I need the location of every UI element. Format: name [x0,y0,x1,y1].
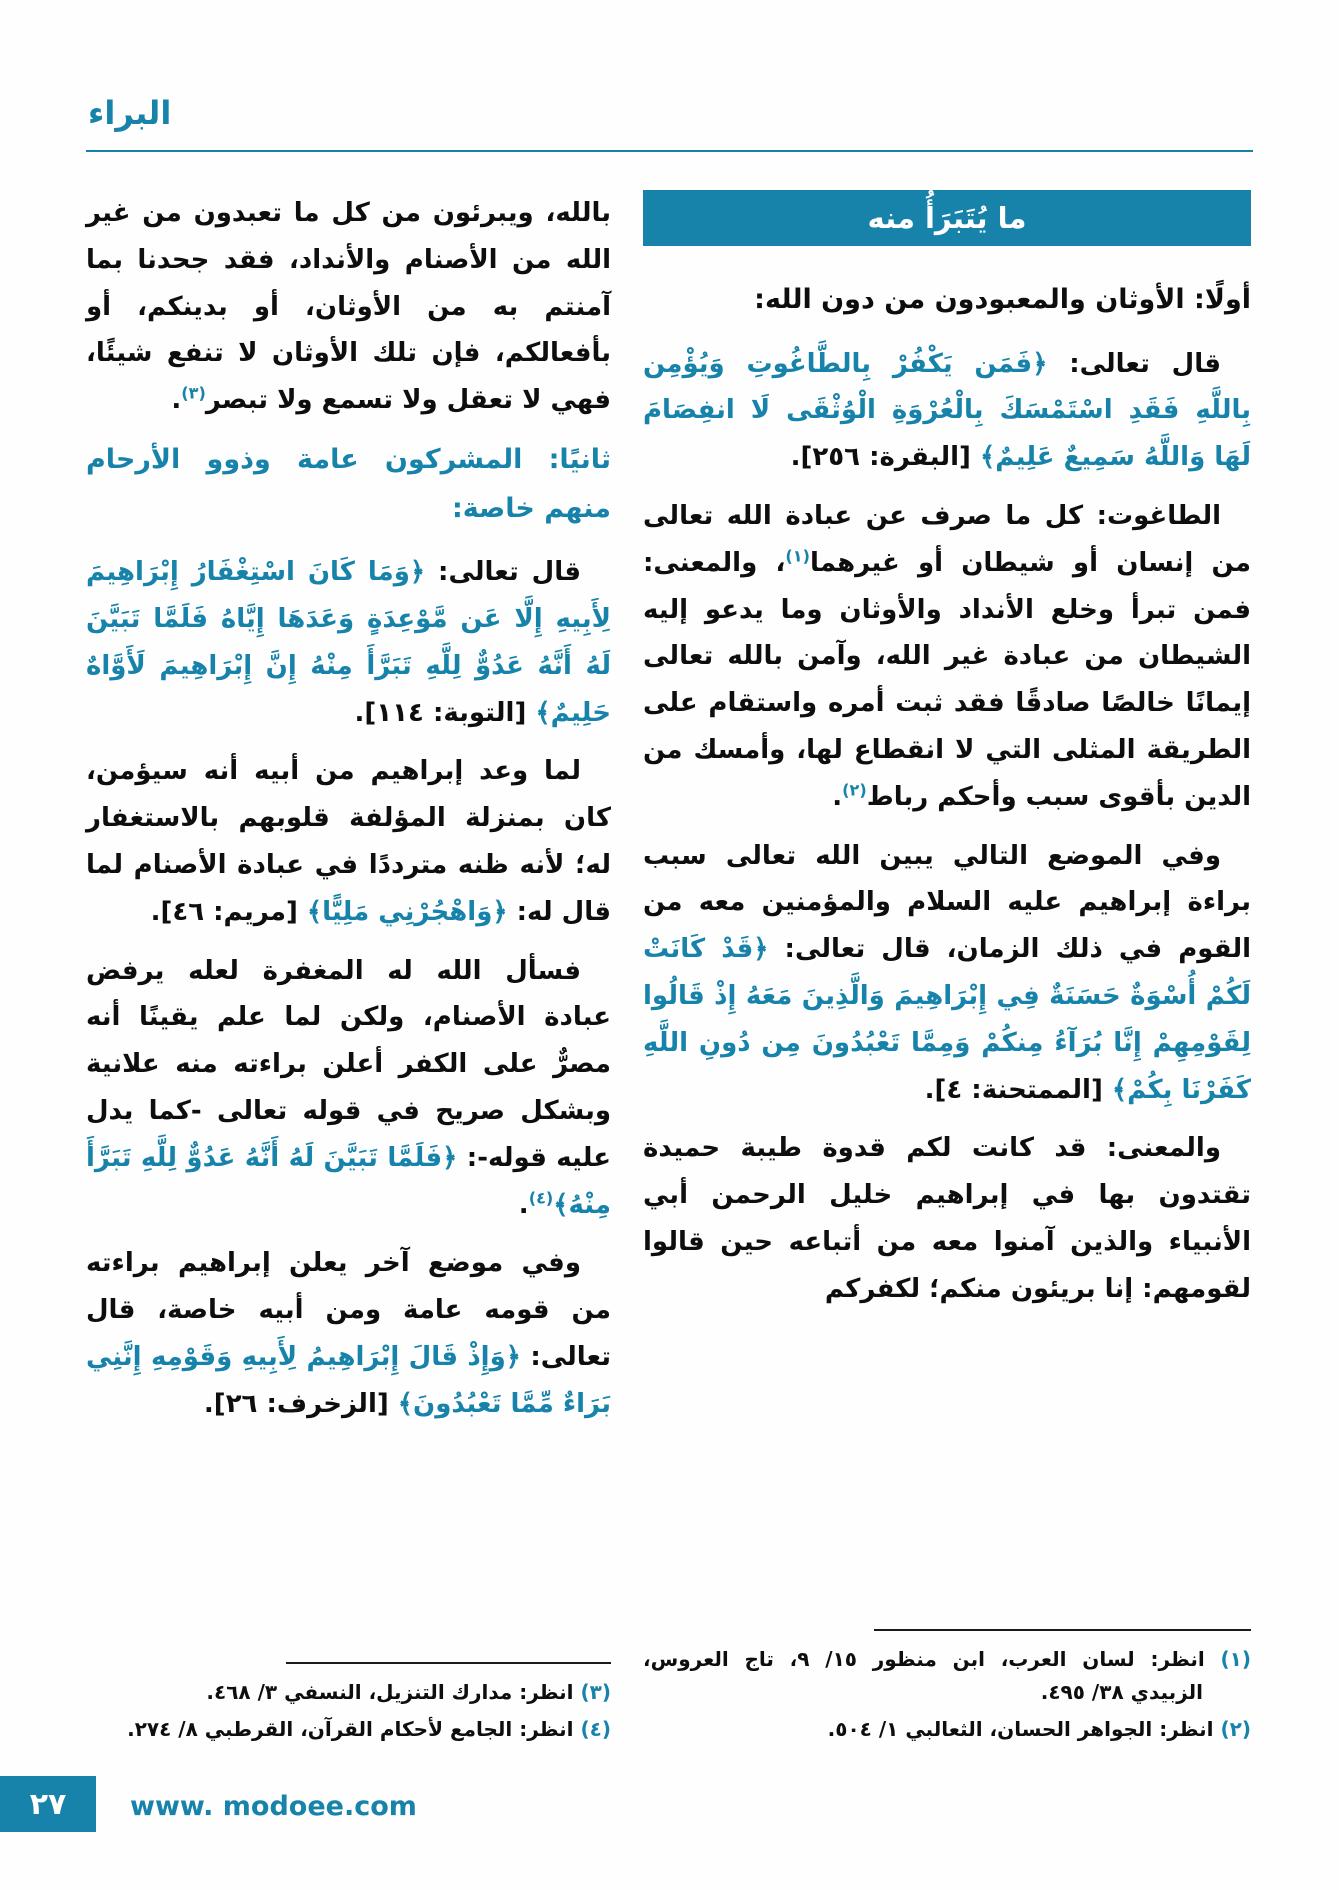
section-heading [643,276,1251,325]
quran-verse: ﴿وَمَا كَانَ اسْتِغْفَارُ إِبْرَاهِيمَ لِأَبِيهِ إِلَّا عَن مَّوْعِدَةٍ وَعَدَهَا إِيَّاهُ فَلَمَّا تَبَيَّنَ لَهُ أَنَّهُ عَدُوٌّ لِلَّهِ تَبَرَّأَ مِنْهُ إِنَّ إِبْرَاهِيمَ لَأَوَّاهٌ حَلِيمٌ﴾ [86,557,611,728]
paragraph [643,341,1251,481]
running-header-title: البراء [88,94,172,132]
section-title: ما يُتَبَرَأُ منه [867,201,1027,235]
footnote [86,1676,611,1709]
footnote-text: انظر: الجامع لأحكام القرآن، القرطبي ٨/ ٢٧٤. [127,1717,574,1741]
footnote-marker: (٣) [181,383,206,403]
page-number: ٢٧ [29,1786,67,1822]
left-column-footnotes [86,1654,611,1750]
text-run: بالله، ويبرئون من كل ما تعبدون من غير الله من الأصنام والأنداد، فقد جحدنا بما آمنتم به من الأوثان، أو بدينكم، أو بأفعالكم، فإن تلك الأوثان لا تنفع شيئًا، فهي لا تعقل ولا تسمع ولا تبصر [86,198,611,416]
text-run: وفي موضع آخر يعلن إبراهيم براءته من قومه عامة ومن أبيه خاصة، قال تعالى: [86,1248,611,1372]
text-run: . [171,385,182,416]
footnote-number: (١) [1204,1647,1251,1671]
footnote-number: (٣) [573,1680,611,1704]
footnote-marker: (١) [785,546,810,566]
quran-verse: ﴿قَدْ كَانَتْ لَكُمْ أُسْوَةٌ حَسَنَةٌ فِي إِبْرَاهِيمَ وَالَّذِينَ مَعَهُ إِذْ قَالُوا لِقَوْمِهِمْ إِنَّا بُرَآءُ مِنكُمْ وَمِمَّا تَعْبُدُونَ مِن دُونِ اللَّهِ كَفَرْنَا بِكُمْ﴾ [643,934,1251,1105]
text-run: أولًا: الأوثان والمعبودون من دون الله: [754,284,1251,315]
quran-verse: ﴿وَإِذْ قَالَ إِبْرَاهِيمُ لِأَبِيهِ وَقَوْمِهِ إِنَّنِي بَرَاءٌ مِّمَّا تَعْبُدُونَ﴾ [86,1341,611,1419]
footnote-list [86,1676,611,1746]
right-column-footnotes [643,1621,1251,1750]
footnote-marker: (٤) [528,1187,554,1207]
text-run: وفي الموضع التالي يبين الله تعالى سبب براءة إبراهيم عليه السلام والمؤمنين معه من القوم في ذلك الزمان، قال تعالى: [643,840,1251,965]
text-run: الطاغوت: كل ما صرف عن عبادة الله تعالى من إنسان أو شيطان أو غيرهما [643,500,1252,578]
header-rule [86,150,1253,152]
text-run: [الزخرف: ٢٦]. [203,1388,398,1419]
footnote-text: انظر: الجواهر الحسان، الثعالبي ١/ ٥٠٤. [827,1717,1214,1741]
paragraph [86,948,611,1229]
column-right [643,190,1251,1750]
footnote [643,1643,1251,1709]
text-run: فسأل الله له المغفرة لعله يرفض عبادة الأصنام، ولكن لما علم يقينًا أنه مصرٌّ على الكفر أعلن براءته منه علانية وبشكل صريح في قوله تعالى -كما يدل عليه قوله-: [86,955,611,1173]
quran-verse: ﴿فَلَمَّا تَبَيَّنَ لَهُ أَنَّهُ عَدُوٌّ لِلَّهِ تَبَرَّأَ مِنْهُ﴾ [86,1142,611,1220]
text-run: ، والمعنى: فمن تبرأ وخلع الأنداد والأوثان وما يدعو إليه الشيطان من عبادة غير الله، وآمن بالله تعالى إيمانًا خالصًا صادقًا فقد ثبت أمره واستقام على الطريقة المثلى التي لا انقطاع لها، وأمسك من الدين بأقوى سبب وأحكم رباط [643,547,1251,812]
text-run: لما وعد إبراهيم من أبيه أنه سيؤمن، كان بمنزلة المؤلفة قلوبهم بالاستغفار له؛ لأنه ظنه مترددًا في عبادة الأصنام لما قال له: [86,756,611,927]
paragraph [643,833,1251,1114]
column-left [86,190,611,1750]
footnote [86,1713,611,1746]
text-run: . [518,1189,529,1220]
paragraph [86,190,611,424]
text-run: قال تعالى: [425,557,581,588]
paragraph [643,493,1251,821]
right-column-text [643,268,1251,1325]
page-number-box [0,1776,96,1832]
footnote-separator [286,1662,612,1664]
footnote-marker: (٢) [842,780,867,800]
quran-verse: ﴿وَاهْجُرْنِي مَلِيًّا﴾ [306,896,508,927]
footnote-separator [874,1629,1251,1631]
text-run: قال تعالى: [1047,348,1221,379]
footnote-number: (٤) [573,1717,611,1741]
text-run: [الممتحنة: ٤]. [924,1074,1112,1105]
footnote [643,1713,1251,1746]
paragraph [86,748,611,935]
paragraph [86,1240,611,1427]
text-run: والمعنى: قد كانت لكم قدوة طيبة حميدة تقتدون بها في إبراهيم خليل الرحمن أبي الأنبياء والذين آمنوا معه من أتباعه حين قالوا لقومهم: إنا بريئون منكم؛ لكفركم [643,1133,1251,1304]
quran-verse: ﴿فَمَن يَكْفُرْ بِالطَّاغُوتِ وَيُؤْمِن بِاللَّهِ فَقَدِ اسْتَمْسَكَ بِالْعُرْوَةِ الْوُثْقَى لَا انفِصَامَ لَهَا وَاللَّهُ سَمِيعٌ عَلِيمٌ﴾ [643,348,1251,473]
text-run: [البقرة: ٢٥٦]. [790,442,980,473]
footnote-text: انظر: مدارك التنزيل، النسفي ٣/ ٤٦٨. [206,1680,574,1704]
paragraph [643,1125,1251,1312]
footnote-text: انظر: لسان العرب، ابن منظور ١٥/ ٩، تاج العروس، الزبيدي ٣٨/ ٤٩٥. [643,1647,1205,1704]
text-run: [مريم: ٤٦]. [150,896,307,927]
page-content [86,190,1251,1750]
text-run: [التوبة: ١١٤]. [354,697,536,728]
left-column-text [86,190,611,1440]
text-run: . [832,781,843,812]
website-url: www. modoee.com [130,1791,417,1822]
heading-text: ثانيًا: المشركون عامة وذوو الأرحام منهم خاصة: [86,443,611,524]
section-heading [86,436,611,533]
paragraph [86,549,611,736]
footnote-number: (٢) [1213,1717,1251,1741]
footnote-list [643,1643,1251,1746]
section-title-box [643,190,1251,246]
